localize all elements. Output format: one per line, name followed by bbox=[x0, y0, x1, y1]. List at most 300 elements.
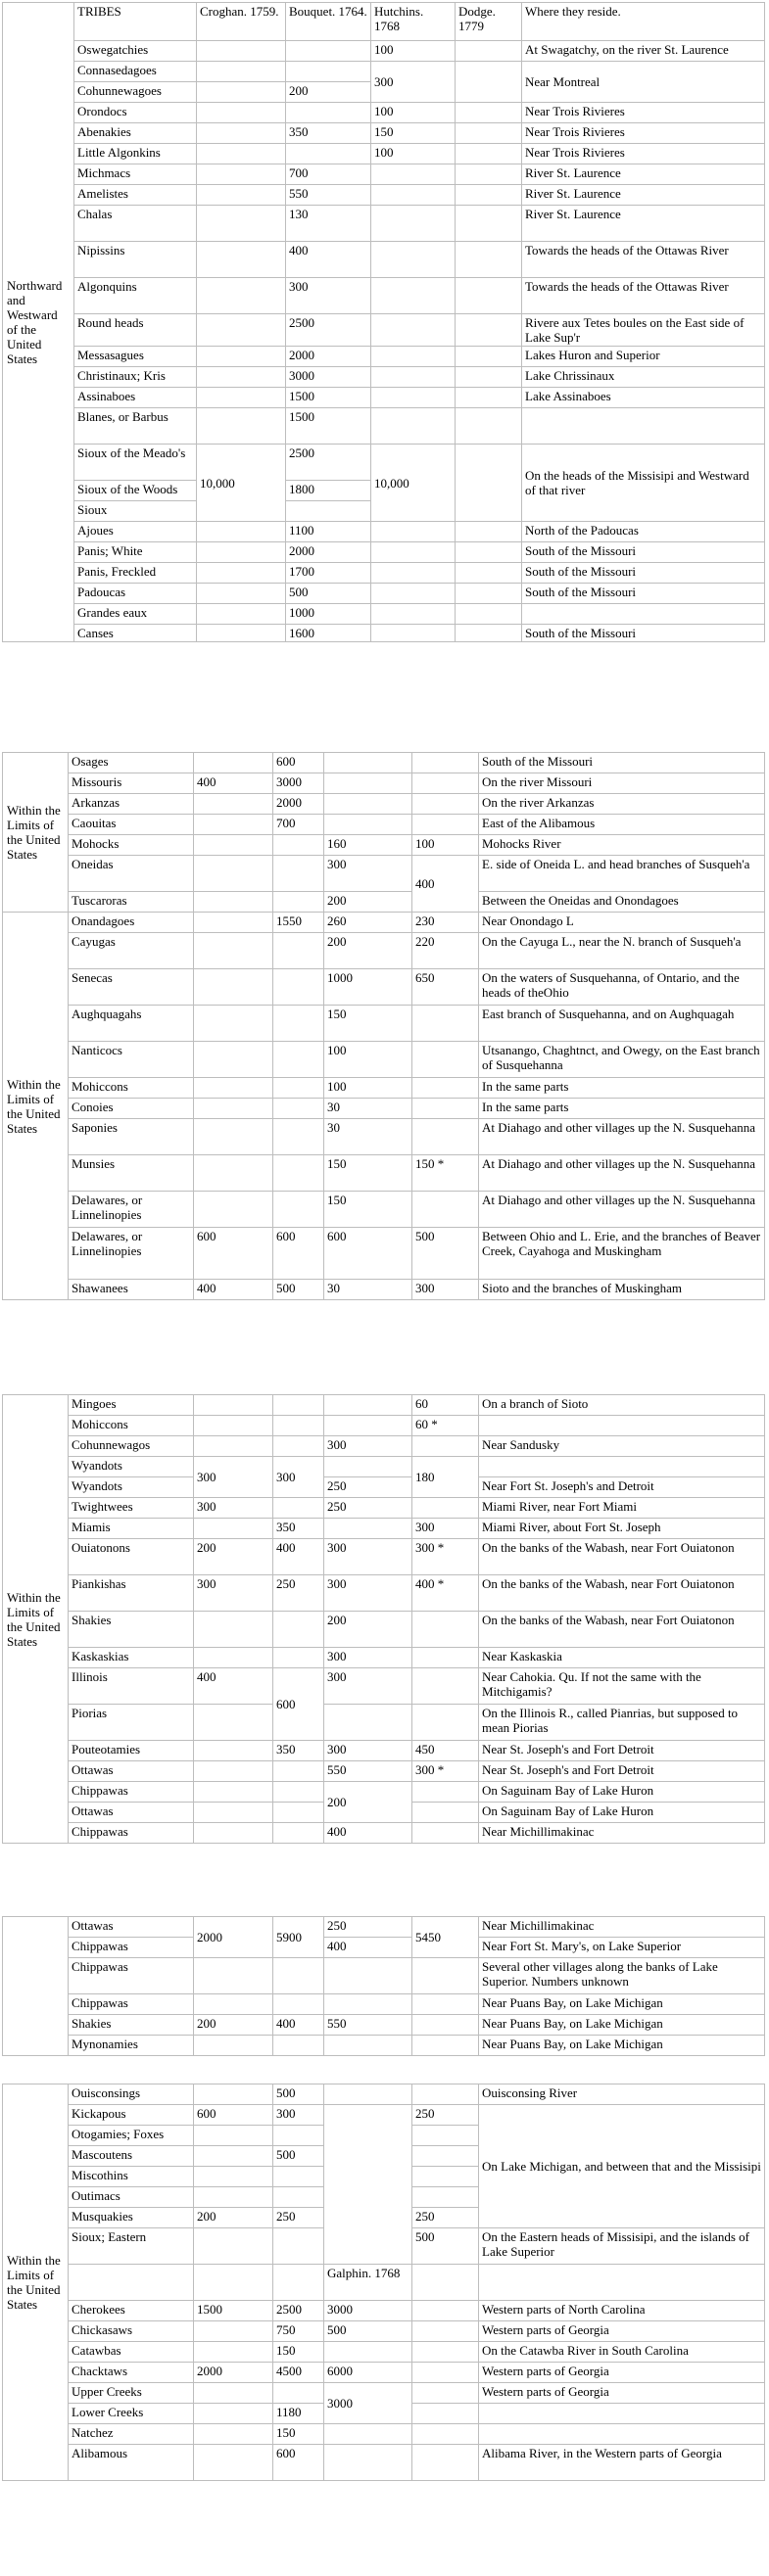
residence bbox=[479, 2404, 765, 2424]
bouquet-count: 1550 bbox=[273, 913, 324, 933]
residence: Between Ohio and L. Erie, and the branches of Beaver Creek, Cayahoga and Muskingham bbox=[479, 1228, 765, 1280]
residence: Near Trois Rivieres bbox=[522, 144, 765, 164]
bouquet-count: 1100 bbox=[286, 522, 371, 542]
bouquet-count bbox=[286, 41, 371, 62]
bouquet-count: 2500 bbox=[273, 2301, 324, 2321]
hutchins-count: 3000 bbox=[324, 2383, 412, 2424]
tribe-name: Grandes eaux bbox=[74, 604, 197, 625]
croghan-count bbox=[194, 2342, 273, 2363]
dodge-count bbox=[456, 123, 522, 144]
croghan-count bbox=[194, 1155, 273, 1192]
croghan-count bbox=[194, 1078, 273, 1099]
hutchins-count bbox=[371, 278, 456, 314]
dodge-count bbox=[456, 584, 522, 604]
table-row bbox=[3, 1575, 765, 1612]
tribe-name: Piorias bbox=[69, 1705, 194, 1741]
dodge-count bbox=[412, 1498, 479, 1519]
croghan-count bbox=[197, 82, 286, 103]
table-row bbox=[3, 969, 765, 1006]
tribe-name: Michmacs bbox=[74, 164, 197, 185]
tribe-name: Piankishas bbox=[69, 1575, 194, 1612]
croghan-count bbox=[194, 2383, 273, 2404]
dodge-count bbox=[412, 1042, 479, 1078]
dodge-count bbox=[456, 408, 522, 445]
croghan-count bbox=[194, 1761, 273, 1782]
tribe-name: Round heads bbox=[74, 314, 197, 347]
table-row bbox=[3, 1741, 765, 1761]
tribe-name: Miscothins bbox=[69, 2167, 194, 2187]
bouquet-count: 400 bbox=[286, 242, 371, 278]
bouquet-count: 250 bbox=[273, 1575, 324, 1612]
bouquet-count bbox=[273, 1782, 324, 1803]
croghan-count bbox=[194, 969, 273, 1006]
dodge-count: 500 bbox=[412, 1228, 479, 1280]
tribe-name: Mynonamies bbox=[69, 2036, 194, 2056]
hutchins-count bbox=[371, 367, 456, 388]
bouquet-count bbox=[273, 933, 324, 969]
dodge-count: 650 bbox=[412, 969, 479, 1006]
hutchins-count: 150 bbox=[324, 1155, 412, 1192]
dodge-count: 400 bbox=[412, 856, 479, 913]
tribe-name: Wyandots bbox=[69, 1477, 194, 1498]
bouquet-count: 1700 bbox=[286, 563, 371, 584]
dodge-count bbox=[456, 522, 522, 542]
dodge-count bbox=[412, 2321, 479, 2342]
dodge-count bbox=[412, 2363, 479, 2383]
bouquet-count: 600 bbox=[273, 1228, 324, 1280]
croghan-count: 200 bbox=[194, 1539, 273, 1575]
dodge-count bbox=[412, 794, 479, 815]
table-row bbox=[3, 1099, 765, 1119]
croghan-count bbox=[197, 625, 286, 642]
tribe-name: Cayugas bbox=[69, 933, 194, 969]
table-row bbox=[3, 347, 765, 367]
croghan-count: 200 bbox=[194, 2015, 273, 2036]
dodge-header: Dodge. 1779 bbox=[456, 3, 522, 41]
hutchins-count bbox=[324, 1416, 412, 1436]
bouquet-count bbox=[273, 1803, 324, 1823]
hutchins-count bbox=[371, 408, 456, 445]
croghan-count bbox=[194, 2036, 273, 2056]
tribe-name: Conoies bbox=[69, 1099, 194, 1119]
residence: Near St. Joseph's and Fort Detroit bbox=[479, 1741, 765, 1761]
table-row bbox=[3, 1395, 765, 1416]
hutchins-count bbox=[324, 753, 412, 773]
dodge-count: 500 bbox=[412, 2228, 479, 2265]
tribe-name: Senecas bbox=[69, 969, 194, 1006]
residence: At Diahago and other villages up the N. Susquehanna bbox=[479, 1192, 765, 1228]
residence: South of the Missouri bbox=[522, 542, 765, 563]
hutchins-header: Hutchins. 1768 bbox=[371, 3, 456, 41]
table-row bbox=[3, 2105, 765, 2126]
hutchins-count: 100 bbox=[324, 1042, 412, 1078]
tribe-name: Mohiccons bbox=[69, 1078, 194, 1099]
residence bbox=[479, 1457, 765, 1477]
residence: Lake Chrissinaux bbox=[522, 367, 765, 388]
croghan-header: Croghan. 1759. bbox=[197, 3, 286, 41]
dodge-count bbox=[412, 1099, 479, 1119]
residence: On the Cayuga L., near the N. branch of Susqueh'a bbox=[479, 933, 765, 969]
table-row bbox=[3, 206, 765, 242]
table-row bbox=[3, 1155, 765, 1192]
dodge-count: 250 bbox=[412, 2208, 479, 2228]
bouquet-count bbox=[273, 1823, 324, 1844]
tribe-name: Mascoutens bbox=[69, 2146, 194, 2167]
residence bbox=[522, 408, 765, 445]
table-row bbox=[3, 1938, 765, 1958]
dodge-count bbox=[456, 367, 522, 388]
residence: Ouisconsing River bbox=[479, 2084, 765, 2105]
dodge-count bbox=[412, 2404, 479, 2424]
table-row bbox=[3, 123, 765, 144]
tribe-name: Abenakies bbox=[74, 123, 197, 144]
dodge-count bbox=[412, 2424, 479, 2445]
hutchins-count: 300 bbox=[324, 1575, 412, 1612]
hutchins-count bbox=[371, 185, 456, 206]
dodge-count bbox=[412, 1612, 479, 1648]
tribe-name: Osages bbox=[69, 753, 194, 773]
hutchins-count bbox=[371, 522, 456, 542]
dodge-count: 300 * bbox=[412, 1761, 479, 1782]
tribe-name: Panis; White bbox=[74, 542, 197, 563]
tribe-name: Catawbas bbox=[69, 2342, 194, 2363]
tribe-name: Mohocks bbox=[69, 835, 194, 856]
hutchins-count: 150 bbox=[371, 123, 456, 144]
hutchins-count: 200 bbox=[324, 892, 412, 913]
tribe-name: Sioux of the Woods bbox=[74, 481, 197, 501]
bouquet-count bbox=[273, 1155, 324, 1192]
bouquet-count: 1800 bbox=[286, 481, 371, 501]
croghan-count bbox=[197, 164, 286, 185]
table-row bbox=[3, 913, 765, 933]
croghan-count bbox=[194, 1803, 273, 1823]
bouquet-count bbox=[273, 2126, 324, 2146]
hutchins-count bbox=[371, 604, 456, 625]
croghan-count bbox=[197, 542, 286, 563]
hutchins-count: 160 bbox=[324, 835, 412, 856]
bouquet-count bbox=[273, 2187, 324, 2208]
table-row bbox=[3, 185, 765, 206]
hutchins-count: 300 bbox=[324, 1648, 412, 1668]
croghan-count bbox=[194, 2146, 273, 2167]
dodge-count bbox=[412, 2126, 479, 2146]
tribe-name: Kaskaskias bbox=[69, 1648, 194, 1668]
dodge-count bbox=[456, 103, 522, 123]
bouquet-count bbox=[273, 1498, 324, 1519]
bouquet-count bbox=[273, 856, 324, 892]
table-row bbox=[3, 62, 765, 82]
croghan-count bbox=[194, 1099, 273, 1119]
tribe-name: Musquakies bbox=[69, 2208, 194, 2228]
residence: Near Onondago L bbox=[479, 913, 765, 933]
tribe-name: Delawares, or Linnelinopies bbox=[69, 1228, 194, 1280]
tribe-name: Tuscaroras bbox=[69, 892, 194, 913]
dodge-count bbox=[456, 445, 522, 522]
bouquet-count: 600 bbox=[273, 2445, 324, 2481]
residence: On Saguinam Bay of Lake Huron bbox=[479, 1803, 765, 1823]
hutchins-count: 250 bbox=[324, 1498, 412, 1519]
croghan-count bbox=[194, 2167, 273, 2187]
bouquet-count bbox=[273, 1416, 324, 1436]
dodge-count bbox=[412, 1006, 479, 1042]
croghan-count bbox=[197, 522, 286, 542]
bouquet-count bbox=[273, 1436, 324, 1457]
croghan-count: 400 bbox=[194, 1280, 273, 1300]
croghan-count bbox=[194, 1994, 273, 2015]
bouquet-count bbox=[286, 501, 371, 522]
bouquet-count: 4500 bbox=[273, 2363, 324, 2383]
residence: At Diahago and other villages up the N. Susquehanna bbox=[479, 1155, 765, 1192]
dodge-count: 220 bbox=[412, 933, 479, 969]
tribe-name: Little Algonkins bbox=[74, 144, 197, 164]
tribe-name: Munsies bbox=[69, 1155, 194, 1192]
croghan-count bbox=[197, 604, 286, 625]
residence: Utsanango, Chaghtnct, and Owegy, on the East branch of Susquehanna bbox=[479, 1042, 765, 1078]
dodge-count: 180 bbox=[412, 1457, 479, 1498]
residence: On the banks of the Wabash, near Fort Ouiatonon bbox=[479, 1612, 765, 1648]
region-label: Within the Limits of the United States bbox=[3, 753, 69, 913]
dodge-count bbox=[412, 1119, 479, 1155]
hutchins-count bbox=[324, 773, 412, 794]
tribe-name: Nanticocs bbox=[69, 1042, 194, 1078]
table-row bbox=[3, 278, 765, 314]
bouquet-count: 350 bbox=[286, 123, 371, 144]
table-row bbox=[3, 1457, 765, 1477]
tribe-name: Shakies bbox=[69, 2015, 194, 2036]
tribe-name: Twightwees bbox=[69, 1498, 194, 1519]
bouquet-count: 500 bbox=[273, 2146, 324, 2167]
table-row bbox=[3, 2445, 765, 2481]
residence: Near Michillimakinac bbox=[479, 1823, 765, 1844]
croghan-count: 1500 bbox=[194, 2301, 273, 2321]
residence bbox=[522, 604, 765, 625]
table-row bbox=[3, 144, 765, 164]
table-row bbox=[3, 1958, 765, 1994]
hutchins-count: 30 bbox=[324, 1280, 412, 1300]
residence: Near Trois Rivieres bbox=[522, 103, 765, 123]
croghan-count: 400 bbox=[194, 1668, 273, 1705]
bouquet-count bbox=[273, 1612, 324, 1648]
hutchins-count bbox=[324, 2342, 412, 2363]
tribe-name: Sioux; Eastern bbox=[69, 2228, 194, 2265]
hutchins-count bbox=[371, 206, 456, 242]
residence: Mohocks River bbox=[479, 835, 765, 856]
table-row bbox=[3, 2084, 765, 2105]
bouquet-count bbox=[273, 1042, 324, 1078]
tribe-name: Cohunnewagos bbox=[69, 1436, 194, 1457]
bouquet-count: 150 bbox=[273, 2342, 324, 2363]
bouquet-count: 500 bbox=[273, 1280, 324, 1300]
tribe-name: Alibamous bbox=[69, 2445, 194, 2481]
dodge-count bbox=[456, 206, 522, 242]
dodge-count bbox=[412, 2445, 479, 2481]
residence: Lake Assinaboes bbox=[522, 388, 765, 408]
hutchins-count: 550 bbox=[324, 2015, 412, 2036]
tribe-name: Arkanzas bbox=[69, 794, 194, 815]
bouquet-header: Bouquet. 1764. bbox=[286, 3, 371, 41]
hutchins-count bbox=[371, 625, 456, 642]
table-row bbox=[3, 445, 765, 481]
tribe-name: Missouris bbox=[69, 773, 194, 794]
table-row bbox=[3, 1006, 765, 1042]
tribe-name: Upper Creeks bbox=[69, 2383, 194, 2404]
tribe-name: Chacktaws bbox=[69, 2363, 194, 2383]
tribe-name: Sioux bbox=[74, 501, 197, 522]
residence: E. side of Oneida L. and head branches of Susqueh'a bbox=[479, 856, 765, 892]
bouquet-count: 2000 bbox=[273, 794, 324, 815]
croghan-count bbox=[194, 933, 273, 969]
dodge-count bbox=[412, 2265, 479, 2301]
table-row bbox=[3, 2301, 765, 2321]
dodge-count: 450 bbox=[412, 1741, 479, 1761]
croghan-count bbox=[197, 123, 286, 144]
residence: Near Michillimakinac bbox=[479, 1917, 765, 1938]
hutchins-count bbox=[371, 542, 456, 563]
residence: East branch of Susquehanna, and on Aughquagah bbox=[479, 1006, 765, 1042]
croghan-count bbox=[194, 2126, 273, 2146]
table-row bbox=[3, 1498, 765, 1519]
dodge-count bbox=[412, 2015, 479, 2036]
croghan-count bbox=[194, 2445, 273, 2481]
dodge-count bbox=[412, 1192, 479, 1228]
table-section-united-states-3 bbox=[2, 2084, 765, 2481]
table-row bbox=[3, 1761, 765, 1782]
hutchins-count: 100 bbox=[324, 1078, 412, 1099]
residence: On the Eastern heads of Missisipi, and the islands of Lake Superior bbox=[479, 2228, 765, 2265]
residence: Sioto and the branches of Muskingham bbox=[479, 1280, 765, 1300]
bouquet-count: 300 bbox=[286, 278, 371, 314]
bouquet-count: 1600 bbox=[286, 625, 371, 642]
residence bbox=[479, 2424, 765, 2445]
table-row bbox=[3, 1782, 765, 1803]
bouquet-count: 350 bbox=[273, 1741, 324, 1761]
dodge-count bbox=[412, 2301, 479, 2321]
bouquet-count bbox=[273, 2228, 324, 2265]
hutchins-count bbox=[371, 314, 456, 347]
tribe-name: Otogamies; Foxes bbox=[69, 2126, 194, 2146]
residence: On the river Arkanzas bbox=[479, 794, 765, 815]
hutchins-count: 200 bbox=[324, 1612, 412, 1648]
croghan-count bbox=[197, 314, 286, 347]
croghan-count: 400 bbox=[194, 773, 273, 794]
region-label: Within the Limits of the United States bbox=[3, 1395, 69, 1844]
bouquet-count bbox=[273, 2036, 324, 2056]
dodge-count bbox=[412, 1705, 479, 1741]
tribe-name: Delawares, or Linnelinopies bbox=[69, 1192, 194, 1228]
tribe-name: Cherokees bbox=[69, 2301, 194, 2321]
dodge-count: 230 bbox=[412, 913, 479, 933]
croghan-count: 300 bbox=[194, 1575, 273, 1612]
residence: Alibama River, in the Western parts of Georgia bbox=[479, 2445, 765, 2481]
croghan-count: 2000 bbox=[194, 2363, 273, 2383]
dodge-count bbox=[456, 185, 522, 206]
hutchins-count: 200 bbox=[324, 1782, 412, 1823]
residence: On Saguinam Bay of Lake Huron bbox=[479, 1782, 765, 1803]
croghan-count bbox=[194, 2321, 273, 2342]
residence: On the Illinois R., called Pianrias, but supposed to mean Piorias bbox=[479, 1705, 765, 1741]
tribe-name: Assinaboes bbox=[74, 388, 197, 408]
bouquet-count: 3000 bbox=[273, 773, 324, 794]
table-row bbox=[3, 242, 765, 278]
dodge-count bbox=[412, 773, 479, 794]
residence: On the banks of the Wabash, near Fort Ouiatonon bbox=[479, 1575, 765, 1612]
hutchins-count bbox=[371, 584, 456, 604]
tribe-name: Cohunnewagoes bbox=[74, 82, 197, 103]
residence: Near Fort St. Joseph's and Detroit bbox=[479, 1477, 765, 1498]
table-row bbox=[3, 2363, 765, 2383]
table-row bbox=[3, 773, 765, 794]
hutchins-count bbox=[324, 1705, 412, 1741]
tribe-name: Chalas bbox=[74, 206, 197, 242]
croghan-count bbox=[194, 815, 273, 835]
croghan-count bbox=[194, 1823, 273, 1844]
dodge-count bbox=[412, 1436, 479, 1457]
residence bbox=[479, 2265, 765, 2301]
croghan-count bbox=[194, 1782, 273, 1803]
dodge-count bbox=[456, 62, 522, 103]
croghan-count bbox=[197, 242, 286, 278]
bouquet-count bbox=[273, 2265, 324, 2301]
hutchins-count bbox=[371, 388, 456, 408]
croghan-count bbox=[197, 347, 286, 367]
tribe-name: Amelistes bbox=[74, 185, 197, 206]
table-row bbox=[3, 2265, 765, 2301]
table-row bbox=[3, 408, 765, 445]
dodge-count bbox=[456, 625, 522, 642]
tribe-name: Chippawas bbox=[69, 1823, 194, 1844]
tribe-name: Lower Creeks bbox=[69, 2404, 194, 2424]
croghan-count bbox=[194, 1006, 273, 1042]
residence: South of the Missouri bbox=[522, 584, 765, 604]
hutchins-count: 150 bbox=[324, 1192, 412, 1228]
croghan-count bbox=[194, 913, 273, 933]
croghan-count: 2000 bbox=[194, 1917, 273, 1958]
croghan-count bbox=[194, 1958, 273, 1994]
bouquet-count: 700 bbox=[286, 164, 371, 185]
dodge-count bbox=[412, 1958, 479, 1994]
bouquet-count: 750 bbox=[273, 2321, 324, 2342]
croghan-count bbox=[194, 1436, 273, 1457]
croghan-count bbox=[197, 206, 286, 242]
table-row bbox=[3, 367, 765, 388]
table-row bbox=[3, 1119, 765, 1155]
bouquet-count bbox=[286, 103, 371, 123]
dodge-count bbox=[412, 2146, 479, 2167]
tribe-name: Canses bbox=[74, 625, 197, 642]
residence: Near Sandusky bbox=[479, 1436, 765, 1457]
bouquet-count bbox=[273, 892, 324, 913]
tribe-name: Natchez bbox=[69, 2424, 194, 2445]
bouquet-count: 1500 bbox=[286, 388, 371, 408]
bouquet-count: 2000 bbox=[286, 347, 371, 367]
residence: Near Kaskaskia bbox=[479, 1648, 765, 1668]
bouquet-count: 600 bbox=[273, 1668, 324, 1741]
croghan-count bbox=[194, 1192, 273, 1228]
table-row bbox=[3, 856, 765, 892]
bouquet-count: 1000 bbox=[286, 604, 371, 625]
tribe-name bbox=[69, 2265, 194, 2301]
residence: River St. Laurence bbox=[522, 185, 765, 206]
tribe-name: Chickasaws bbox=[69, 2321, 194, 2342]
bouquet-count: 400 bbox=[273, 2015, 324, 2036]
hutchins-count: 500 bbox=[324, 2321, 412, 2342]
dodge-count bbox=[412, 1078, 479, 1099]
region-blank bbox=[3, 1917, 69, 2056]
residence: North of the Padoucas bbox=[522, 522, 765, 542]
hutchins-count bbox=[371, 242, 456, 278]
table-row bbox=[3, 1648, 765, 1668]
tribe-name: Ottawas bbox=[69, 1761, 194, 1782]
